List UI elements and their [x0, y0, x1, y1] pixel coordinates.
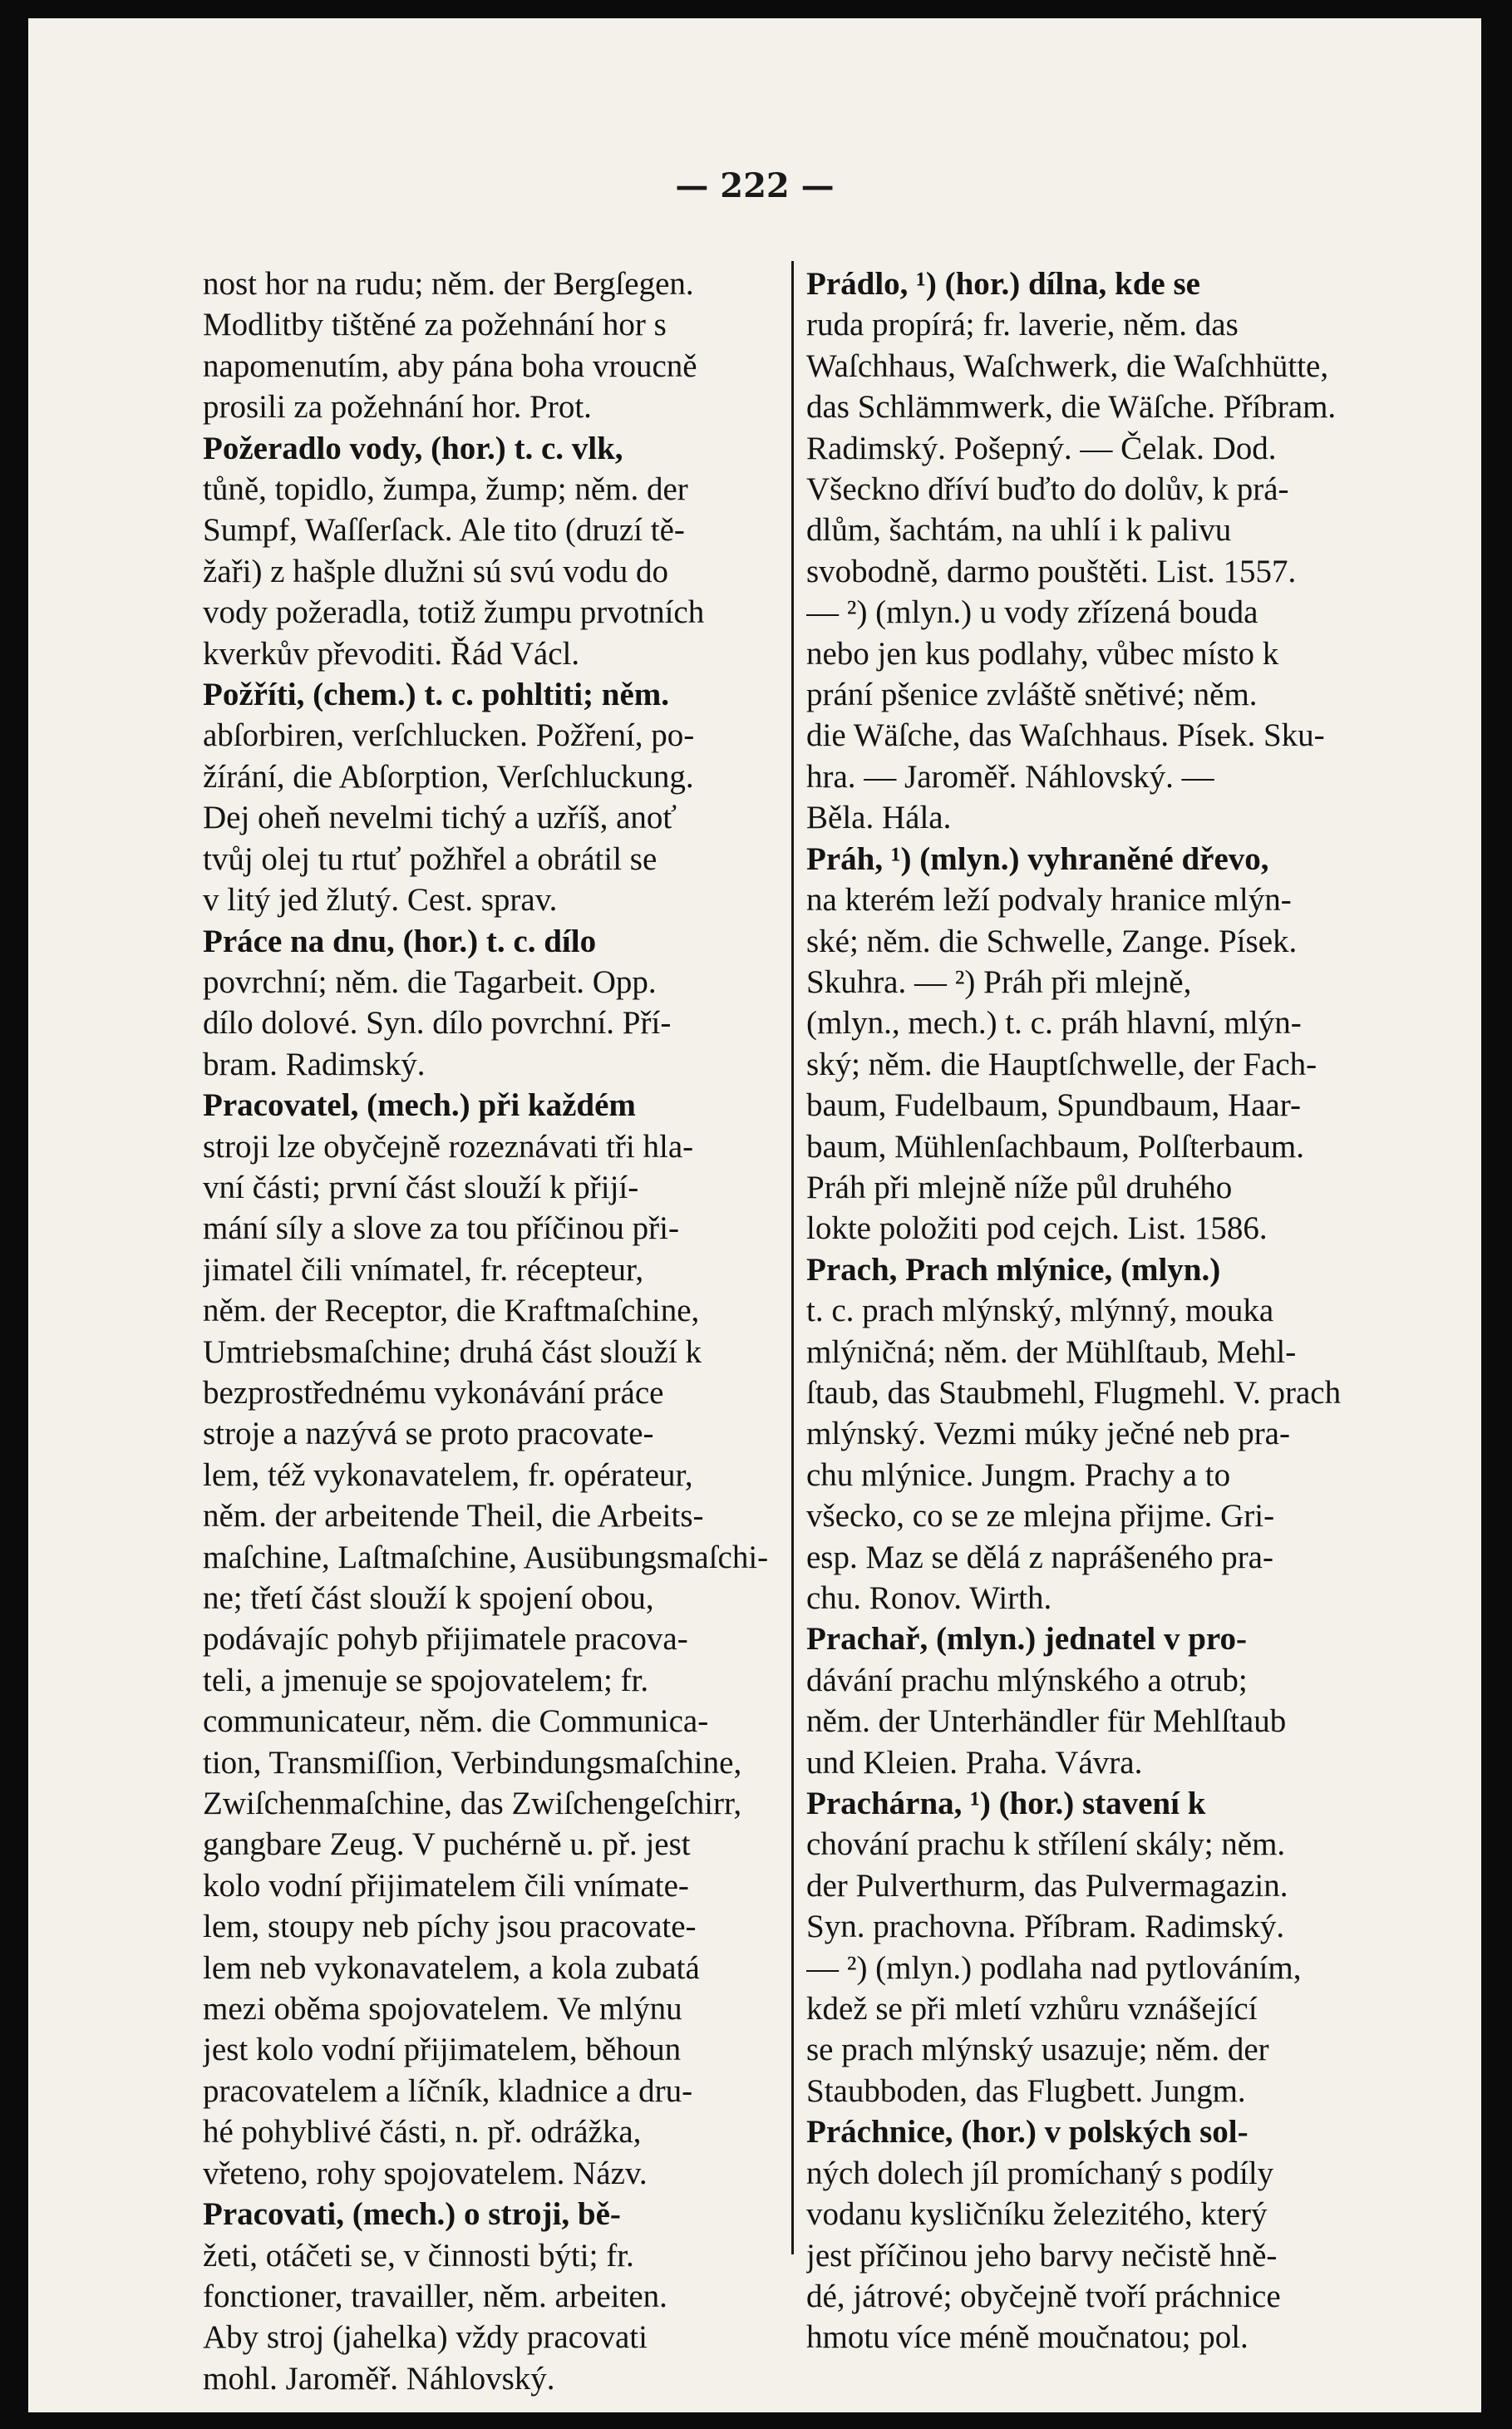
- text-line: chu mlýnice. Jungm. Prachy a to: [806, 1456, 1231, 1493]
- text-line: mohl. Jaroměř. Náhlovský.: [203, 2360, 555, 2397]
- text-line: Pracovati, (mech.) o stroji, bě-: [203, 2196, 621, 2233]
- text-line: lem, stoupy neb píchy jsou pracovate-: [203, 1909, 697, 1945]
- text-line: hra. — Jaroměř. Náhlovský. —: [806, 758, 1214, 795]
- text-line: nebo jen kus podlahy, vůbec místo k: [806, 635, 1279, 672]
- text-line: něm. der Unterhändler für Mehlſtaub: [806, 1703, 1287, 1740]
- text-line: Skuhra. — ²) Práh při mlejně,: [806, 963, 1192, 1000]
- text-line: lem neb vykonavatelem, a kola zubatá: [203, 1949, 700, 1986]
- text-line: communicateur, něm. die Communica-: [203, 1703, 709, 1740]
- text-line: na kterém leží podvaly hranice mlýn-: [806, 882, 1292, 919]
- text-line: vody požeradla, totiž žumpu prvotních: [203, 594, 705, 631]
- text-line: ský; něm. die Hauptſchwelle, der Fach-: [806, 1046, 1317, 1082]
- text-line: žírání, die Abſorption, Verſchluckung.: [203, 758, 694, 795]
- text-line: — ²) (mlyn.) u vody zřízená bouda: [806, 594, 1258, 631]
- text-line: nost hor na rudu; něm. der Bergſegen.: [203, 266, 694, 302]
- text-line: t. c. prach mlýnský, mlýnný, mouka: [806, 1293, 1274, 1329]
- text-line: jimatel čili vnímatel, fr. récepteur,: [203, 1251, 644, 1288]
- text-line: (mlyn., mech.) t. c. práh hlavní, mlýn-: [806, 1005, 1302, 1042]
- column-divider: [791, 261, 794, 2254]
- text-line: hé pohyblivé části, n. př. odrážka,: [203, 2114, 642, 2151]
- text-line: lem, též vykonavatelem, fr. opérateur,: [203, 1456, 693, 1493]
- text-line: Práce na dnu, (hor.) t. c. dílo: [203, 923, 597, 959]
- text-line: se prach mlýnský usazuje; něm. der: [806, 2032, 1269, 2068]
- text-line: Práh při mlejně níže půl druhého: [806, 1169, 1233, 1205]
- text-line: něm. der arbeitende Theil, die Arbeits-: [203, 1498, 704, 1535]
- text-line: kdež se při mletí vzhůru vznášející: [806, 1991, 1258, 2027]
- text-line: teli, a jmenuje se spojovatelem; fr.: [203, 1662, 649, 1698]
- text-line: baum, Fudelbaum, Spundbaum, Haar-: [806, 1087, 1301, 1124]
- text-line: lokte položiti pod cejch. List. 1586.: [806, 1210, 1268, 1247]
- text-line: prosili za požehnání hor. Prot.: [203, 389, 592, 426]
- text-line: das Schlämmwerk, die Wäſche. Příbram.: [806, 389, 1337, 426]
- text-line: maſchine, Laſtmaſchine, Ausübungsmaſchi-: [203, 1539, 769, 1575]
- text-line: baum, Mühlenſachbaum, Polſterbaum.: [806, 1128, 1304, 1165]
- text-line: povrchní; něm. die Tagarbeit. Opp.: [203, 963, 657, 1000]
- text-line: — ²) (mlyn.) podlaha nad pytlováním,: [806, 1949, 1302, 1986]
- text-line: Všeckno dříví buďto do dolův, k prá-: [806, 471, 1289, 508]
- text-line: dé, játrové; obyčejně tvoří práchnice: [806, 2278, 1281, 2314]
- text-line: dílo dolové. Syn. dílo povrchní. Pří-: [203, 1005, 672, 1042]
- text-line: vřeteno, rohy spojovatelem. Názv.: [203, 2155, 648, 2191]
- text-line: napomenutím, aby pána boha vroucně: [203, 347, 697, 384]
- text-line: chu. Ronov. Wirth.: [806, 1580, 1052, 1616]
- text-line: tvůj olej tu rtuť požhřel a obrátil se: [203, 840, 657, 877]
- text-line: Waſchhaus, Waſchwerk, die Waſchhütte,: [806, 347, 1329, 384]
- text-line: gangbare Zeug. V puchérně u. př. jest: [203, 1826, 691, 1863]
- text-line: mání síly a slove za tou příčinou při-: [203, 1210, 679, 1247]
- text-line: Modlitby tištěné za požehnání hor s: [203, 307, 667, 343]
- text-line: jest příčinou jeho barvy nečistě hně-: [806, 2237, 1278, 2274]
- text-line: Syn. prachovna. Příbram. Radimský.: [806, 1909, 1285, 1945]
- page-number: — 222 —: [675, 166, 835, 205]
- text-line: Požříti, (chem.) t. c. pohltiti; něm.: [203, 677, 670, 713]
- text-line: svobodně, darmo pouštěti. List. 1557.: [806, 553, 1297, 589]
- text-line: kolo vodní přijimatelem čili vnímate-: [203, 1867, 689, 1904]
- text-line: fonctioner, travailler, něm. arbeiten.: [203, 2278, 667, 2314]
- text-line: mezi oběma spojovatelem. Ve mlýnu: [203, 1991, 682, 2027]
- text-line: Prádlo, ¹) (hor.) dílna, kde se: [806, 266, 1200, 302]
- text-line: žaři) z hašple dlužni sú svú vodu do: [203, 553, 668, 589]
- text-line: Sumpf, Waſſerſack. Ale tito (druzí tě-: [203, 512, 685, 549]
- text-line: v litý jed žlutý. Cest. sprav.: [203, 882, 558, 919]
- left-column: [203, 264, 785, 2399]
- text-line: Radimský. Pošepný. — Čelak. Dod.: [806, 430, 1277, 466]
- text-line: Prachárna, ¹) (hor.) stavení k: [806, 1786, 1206, 1822]
- text-line: Práh, ¹) (mlyn.) vyhraněné dřevo,: [806, 840, 1269, 877]
- text-line: mlýnský. Vezmi múky ječné neb pra-: [806, 1416, 1290, 1452]
- book-page: [28, 18, 1481, 2412]
- text-line: hmotu více méně moučnatou; pol.: [806, 2319, 1249, 2356]
- text-line: mlýničná; něm. der Mühlſtaub, Mehl-: [806, 1333, 1297, 1370]
- text-line: Prach, Prach mlýnice, (mlyn.): [806, 1251, 1221, 1288]
- text-line: und Kleien. Praha. Vávra.: [806, 1744, 1143, 1781]
- text-line: vní části; první část slouží k přijí-: [203, 1169, 639, 1205]
- text-line: ské; něm. die Schwelle, Zange. Písek.: [806, 923, 1298, 959]
- text-line: der Pulverthurm, das Pulvermagazin.: [806, 1867, 1288, 1904]
- text-line: něm. der Receptor, die Kraftmaſchine,: [203, 1293, 700, 1329]
- text-line: tion, Transmiſſion, Verbindungsmaſchine,: [203, 1744, 742, 1781]
- text-line: dávání prachu mlýnského a otrub;: [806, 1662, 1248, 1698]
- text-line: chování prachu k střílení skály; něm.: [806, 1826, 1286, 1863]
- text-line: prání pšenice zvláště snětivé; něm.: [806, 677, 1258, 713]
- text-line: abſorbiren, verſchlucken. Požření, po-: [203, 717, 695, 754]
- text-line: bezprostřednému vykonávání práce: [203, 1374, 664, 1411]
- text-line: všecko, co se ze mlejna přijme. Gri-: [806, 1498, 1275, 1535]
- text-line: Práchnice, (hor.) v polských sol-: [806, 2114, 1249, 2151]
- text-line: žeti, otáčeti se, v činnosti býti; fr.: [203, 2237, 634, 2274]
- text-line: Zwiſchenmaſchine, das Zwiſchengeſchirr,: [203, 1786, 742, 1822]
- text-line: Běla. Hála.: [806, 800, 952, 836]
- text-line: ruda propírá; fr. laverie, něm. das: [806, 307, 1239, 343]
- text-line: stroje a nazývá se proto pracovate-: [203, 1416, 654, 1452]
- text-line: Aby stroj (jahelka) vždy pracovati: [203, 2319, 648, 2356]
- text-line: Požeradlo vody, (hor.) t. c. vlk,: [203, 430, 623, 466]
- text-line: Umtriebsmaſchine; druhá část slouží k: [203, 1333, 702, 1370]
- text-line: bram. Radimský.: [203, 1046, 426, 1082]
- text-line: kverkův převoditi. Řád Václ.: [203, 635, 580, 672]
- right-column: [806, 264, 1398, 2358]
- text-line: die Wäſche, das Waſchhaus. Písek. Sku-: [806, 717, 1325, 754]
- text-line: Staubboden, das Flugbett. Jungm.: [806, 2072, 1246, 2109]
- text-line: esp. Maz se dělá z naprášeného pra-: [806, 1539, 1273, 1575]
- text-line: tůně, topidlo, žumpa, žump; něm. der: [203, 471, 688, 508]
- text-line: ných dolech jíl promíchaný s podíly: [806, 2155, 1274, 2191]
- text-line: Pracovatel, (mech.) při každém: [203, 1087, 636, 1124]
- text-line: Prachař, (mlyn.) jednatel v pro-: [806, 1621, 1248, 1658]
- text-line: jest kolo vodní přijimatelem, běhoun: [203, 2032, 682, 2068]
- text-line: podávajíc pohyb přijimatele pracova-: [203, 1621, 688, 1658]
- text-line: ne; třetí část slouží k spojení obou,: [203, 1580, 654, 1616]
- text-line: dlům, šachtám, na uhlí i k palivu: [806, 512, 1232, 549]
- text-line: Dej oheň nevelmi tichý a uzříš, anoť: [203, 800, 677, 836]
- text-line: stroji lze obyčejně rozeznávati tři hla-: [203, 1128, 694, 1165]
- text-line: vodanu kysličníku železitého, který: [806, 2196, 1268, 2233]
- text-line: ſtaub, das Staubmehl, Flugmehl. V. prach: [806, 1374, 1342, 1411]
- text-line: pracovatelem a líčník, kladnice a dru-: [203, 2072, 693, 2109]
